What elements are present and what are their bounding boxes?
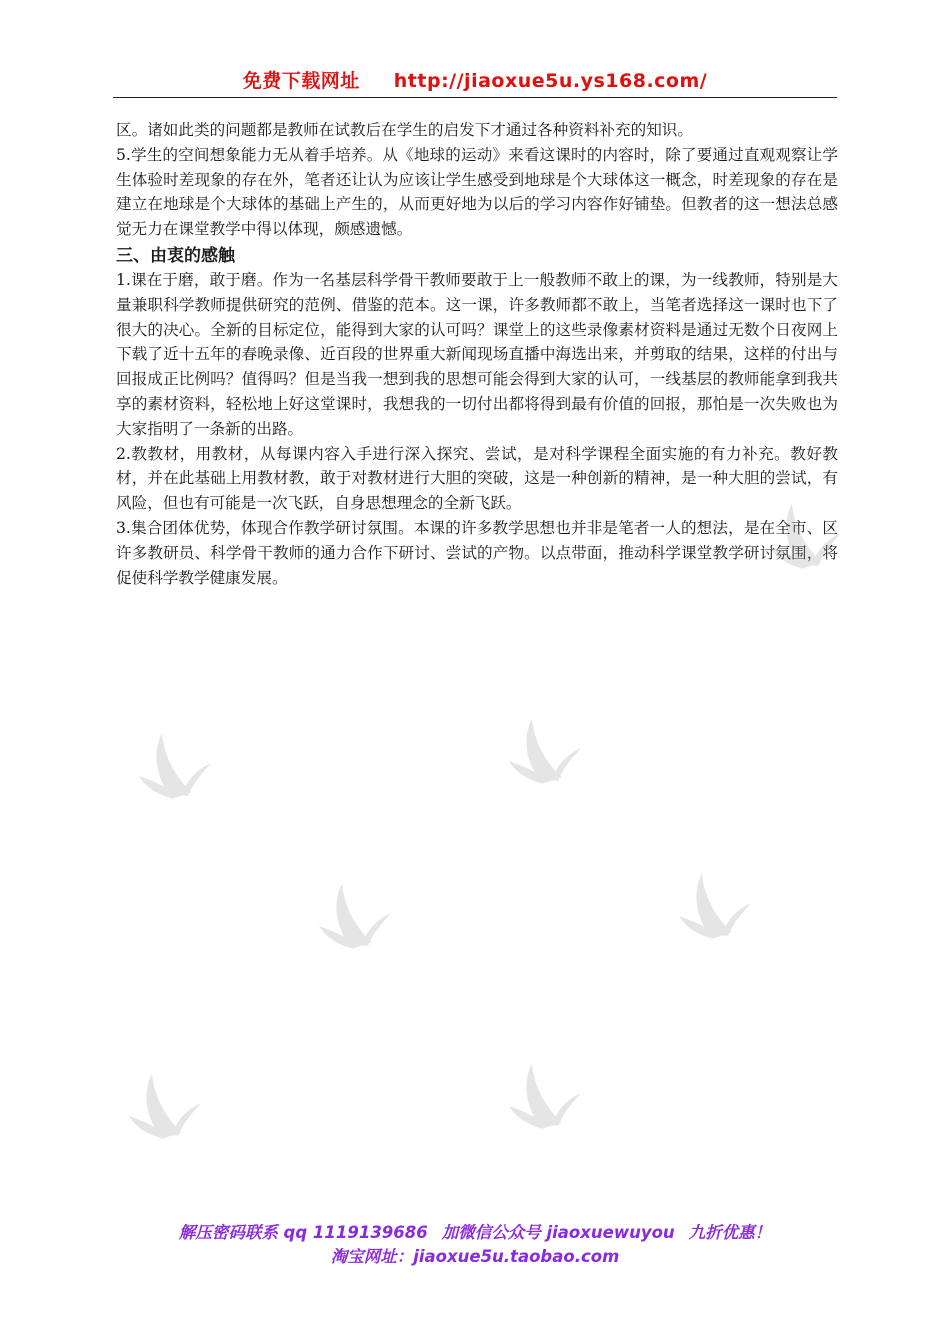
paragraph-continuation: 区。诸如此类的问题都是教师在试教后在学生的启发下才通过各种资料补充的知识。 bbox=[116, 121, 693, 139]
paragraph-item-5: 5.学生的空间想象能力无从着手培养。从《地球的运动》来看这课时的内容时，除了要通过直观观察让学生体验时差现象的存在外，笔者还让认为应该让学生感受到地球是个大球体这一概念，时差现象的存在是建立在地球是个大球体的基础上产生的，从而更好地为以后的学习内容作好铺垫。但教者的这一想法总感觉无力在课堂教学中得以体现，颇感遗憾。 bbox=[116, 145, 838, 239]
section-heading: 三、由衷的感触 bbox=[116, 245, 235, 266]
paragraph-item-2: 2.教教材，用教材，从每课内容入手进行深入探究、尝试，是对科学课程全面实施的有力补充。教好教材，并在此基础上用教材教，敢于对教材进行大胆的突破，这是一种创新的精神，是一种大胆的尝试，有风险，但也有可能是一次飞跃，自身思想理念的全新飞跃。 bbox=[116, 444, 838, 513]
download-header bbox=[0, 66, 950, 93]
footer-qq: 解压密码联系 qq 1119139686 bbox=[178, 1223, 428, 1242]
footer-contact-line bbox=[0, 1219, 950, 1243]
watermark-logo bbox=[120, 1040, 310, 1140]
document-body bbox=[116, 118, 838, 590]
header-url-link[interactable]: http://jiaoxue5u.ys168.com/ bbox=[393, 70, 708, 92]
paragraph-item-3: 3.集合团体优势，体现合作教学研讨氛围。本课的许多教学思想也并非是笔者一人的想法，是在全市、区许多教研员、科学骨干教师的通力合作下研讨、尝试的产物。以点带面，推动科学课堂教学研讨氛围，将促使科学教学健康发展。 bbox=[116, 518, 838, 587]
paragraph-item-1: 1.课在于磨，敢于磨。作为一名基层科学骨干教师要敢于上一般教师不敢上的课，为一线教师，特别是大量兼职科学教师提供研究的范例、借鉴的范本。这一课，许多教师都不敢上，当笔者选择这一课时也下了很大的决心。全新的目标定位，能得到大家的认可吗？课堂上的这些录像素材资料是通过无数个日夜网上下载了近十五年的春晚录像、近百段的世界重大新闻现场直播中海选出来，并剪取的结果，这样的付出与回报成正比例吗？值得吗？但是当我一想到我的思想可能会得到大家的认可，一线基层的教师能拿到我共享的素材资料，轻松地上好这堂课时，我想我的一切付出都将得到最有价值的回报，那怕是一次失败也为大家指明了一条新的出路。 bbox=[116, 270, 838, 438]
header-label: 免费下载网址 bbox=[242, 70, 360, 92]
watermark-logo bbox=[670, 840, 860, 940]
watermark-logo bbox=[500, 1030, 690, 1130]
watermark-logo bbox=[500, 685, 690, 785]
footer-discount: 九折优惠！ bbox=[688, 1223, 772, 1242]
footer-taobao-link[interactable]: 淘宝网址：jiaoxue5u.taobao.com bbox=[330, 1247, 620, 1266]
footer-wechat: 加微信公众号 jiaoxuewuyou bbox=[441, 1223, 675, 1242]
watermark-logo bbox=[310, 850, 500, 950]
watermark-logo bbox=[130, 700, 320, 800]
header-divider bbox=[113, 97, 837, 98]
